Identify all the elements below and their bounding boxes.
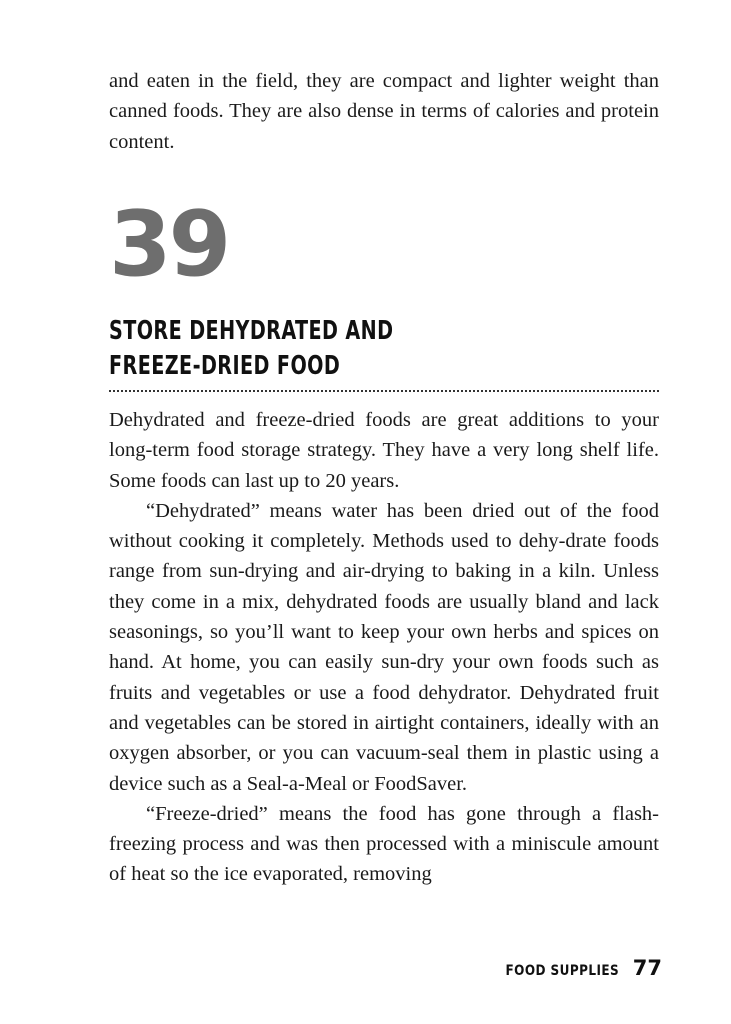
page-footer (0, 956, 662, 980)
body-paragraph-1: Dehydrated and freeze-dried foods are great additions to your long-term food storage strategy. They have a very long shelf life. Some foods can last up to 20 years. (109, 409, 659, 492)
body-paragraph-2: “Dehydrated” means water has been dried out of the food without cooking it completely. Methods used to dehy-drate foods range from sun-drying and air-drying to baking in a kiln. Unless they come in a mix, dehydrated foods are usually bland and lack seasonings, so you’ll want to keep your own herbs and spices on hand. At home, you can easily sun-dry your own foods such as fruits and vegetables or use a food dehydrator. Dehydrated fruit and vegetables can be stored in airtight containers, ideally with an oxygen absorber, or you can vacuum-seal them in plastic using a device such as a Seal-a-Meal or FoodSaver. (109, 499, 659, 795)
tip-number: 39 (109, 192, 229, 297)
section-title-line-1: STORE DEHYDRATED AND (109, 316, 394, 346)
book-page (109, 66, 659, 886)
body-paragraph-3: “Freeze-dried” means the food has gone through a flash-freezing process and was then processed with a miniscule amount of heat so the ice evaporated, removing (109, 802, 659, 886)
section-title-line-2: FREEZE-DRIED FOOD (109, 351, 341, 381)
body-text (109, 405, 659, 890)
running-section-title: FOOD SUPPLIES (505, 963, 620, 979)
dotted-divider (109, 390, 659, 392)
section-title (109, 314, 393, 384)
intro-paragraph: and eaten in the field, they are compact and lighter weight than canned foods. They are also dense in terms of calories and protein content. (109, 70, 659, 153)
page-number: 77 (632, 956, 662, 980)
